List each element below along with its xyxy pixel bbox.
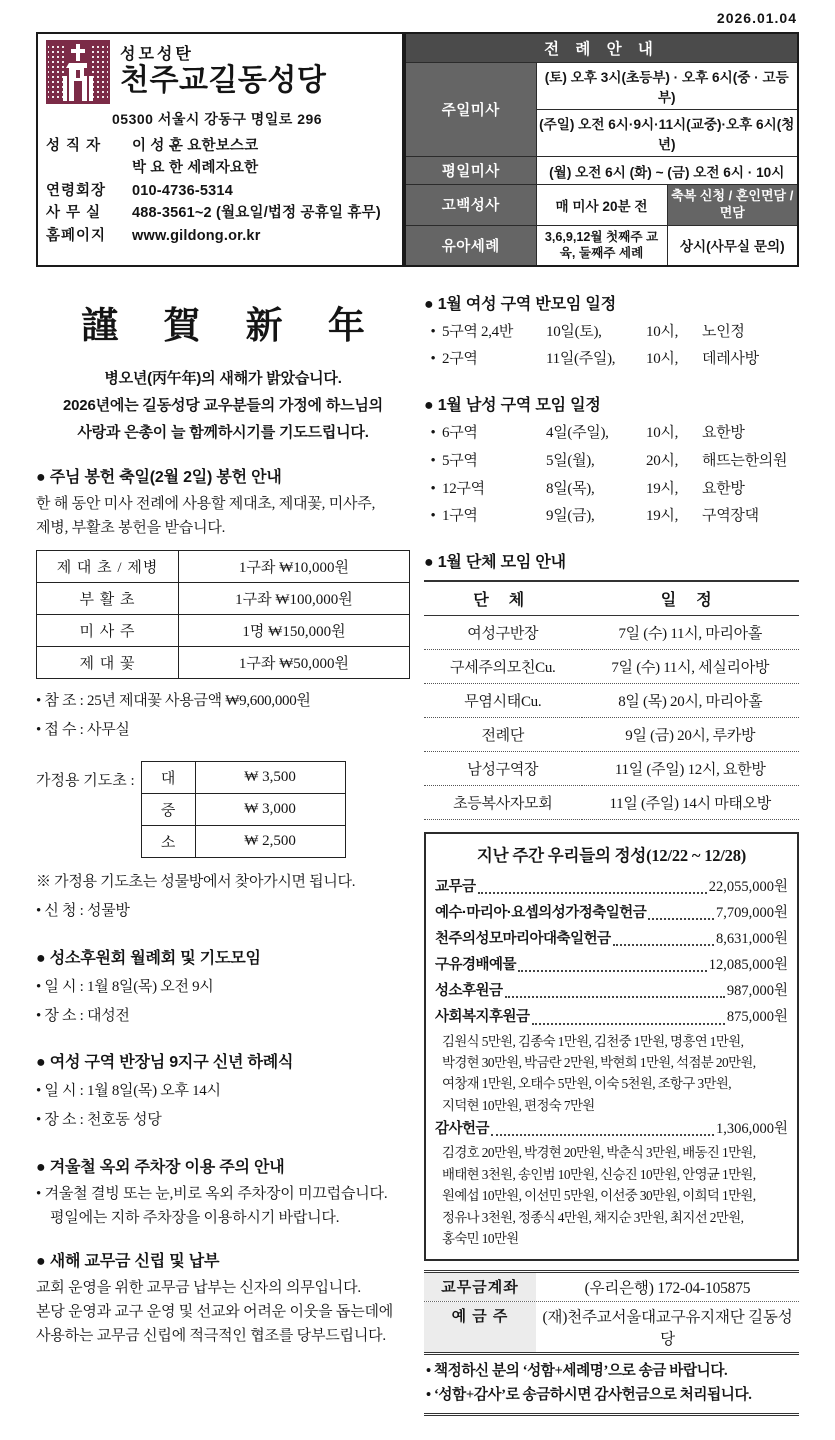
date: 10일(토), (546, 323, 602, 340)
date: 8일(목), (546, 480, 595, 497)
offer-price: 1구좌 ₩50,000원 (179, 646, 410, 678)
men-district-title: ● 1월 남성 구역 모임 일정 (424, 397, 601, 414)
dotted-leader (532, 1023, 725, 1025)
offering-amount: 8,631,000원 (715, 931, 788, 948)
list-item (424, 448, 799, 476)
infant-baptism-label: 유아세례 (405, 225, 536, 265)
thanks-donor-line: 배태현 3천원, 송인범 10만원, 신승진 10만원, 안영균 1만원, (442, 1166, 756, 1182)
column-header-schedule: 일 정 (582, 581, 800, 616)
candle-price: ₩ 3,000 (195, 794, 345, 826)
info-label (46, 157, 132, 179)
issue-date: 2026.01.04 (716, 10, 797, 26)
welfare-donor-line: 여창재 1만원, 오태수 5만원, 이숙 5천원, 조항구 3만원, (442, 1076, 731, 1092)
sunday-mass-sun: (주일) 오전 6시·9시·11시(교중)·오후 6시(청년) (536, 110, 798, 157)
greeting-line: 사랑과 은총이 늘 함께하시기를 기도드립니다. (77, 423, 369, 441)
group-schedule: 11일 (주일) 12시, 요한방 (582, 752, 800, 786)
district: • 2구역 (442, 351, 478, 368)
offering-note: • 접 수 : 사무실 (36, 721, 130, 738)
date: 11일(주일), (546, 351, 616, 368)
confession-extra: 축복 신청 / 혼인면담 / 면담 (667, 185, 798, 226)
church-dues-title: ● 새해 교무금 신립 및 납부 (36, 1252, 220, 1270)
welfare-donor-line: 박경현 30만원, 박금란 2만원, 박현희 1만원, 석점분 20만원, (442, 1055, 756, 1070)
offering-line (435, 900, 788, 926)
parish-title-block (120, 40, 326, 99)
section-line: • 일 시 : 1월 8일(목) 오전 9시 (36, 978, 214, 995)
info-row-priest2 (46, 157, 394, 179)
infant-baptism-value: 3,6,9,12월 첫째주 교육, 둘째주 세례 (536, 225, 667, 265)
weekly-offerings-title: 지난 주간 우리들의 정성(12/22 ~ 12/28) (476, 846, 747, 865)
table-row (37, 614, 410, 646)
time: 19시, (646, 508, 679, 525)
section-line: 평일에는 지하 주차장을 이용하시기 바랍니다. (50, 1209, 340, 1226)
section-line: • 겨울철 결빙 또는 눈,비로 옥외 주차장이 미끄럽습니다. (36, 1185, 388, 1202)
candle-size: 소 (141, 826, 195, 858)
dotted-leader (491, 1134, 714, 1136)
sunday-mass-label: 주일미사 (405, 63, 536, 157)
confession-label: 고백성사 (405, 185, 536, 226)
welfare-donor-line: 김원식 5만원, 김종숙 1만원, 김천중 1만원, 명흥연 1만원, (442, 1033, 744, 1049)
group-meetings-title: ● 1월 단체 모임 안내 (424, 554, 566, 571)
list-item (424, 420, 799, 448)
transfer-notes (424, 1355, 799, 1416)
info-row-priest (46, 135, 394, 157)
list-item (424, 319, 799, 347)
offering-section-title: ● 주님 봉헌 축일(2월 2일) 봉헌 안내 (36, 468, 282, 486)
offering-name: 감사헌금 (435, 1121, 490, 1138)
offering-amount: 7,709,000원 (715, 905, 788, 922)
time: 10시, (646, 323, 679, 340)
district: • 5구역 2,4반 (442, 323, 514, 340)
info-value: 이 성 훈 요한보스코 (132, 138, 259, 154)
table-row (37, 646, 410, 678)
parish-name: 천주교길동성당 (120, 64, 327, 97)
group-name: 전례단 (424, 718, 582, 752)
account-number: (우리은행) 172-04-105875 (584, 1279, 751, 1297)
list-item (424, 503, 799, 531)
vocation-meeting-title: ● 성소후원회 월례회 및 기도모임 (36, 949, 261, 967)
candle-price: ₩ 3,500 (195, 762, 345, 794)
place: 요한방 (702, 480, 745, 497)
section-line: • 일 시 : 1월 8일(목) 오후 14시 (36, 1083, 221, 1099)
parish-identity (46, 40, 394, 104)
candle-price: ₩ 2,500 (195, 826, 345, 858)
group-schedule: 11일 (주일) 14시 마태오방 (582, 786, 800, 820)
group-schedule: 7일 (수) 11시, 마리아홀 (582, 616, 800, 650)
offering-name: 예수·마리아·요셉의성가정축일헌금 (435, 905, 647, 922)
header (36, 32, 799, 267)
offering-name: 성소후원금 (435, 983, 503, 1000)
account-row (424, 1273, 799, 1302)
thanks-donor-line: 원예섭 10만원, 이선민 5만원, 이선중 30만원, 이희덕 1만원, (442, 1188, 756, 1204)
info-value: 010-4736-5314 (132, 182, 233, 199)
infant-baptism-extra: 상시(사무실 문의) (667, 225, 798, 265)
column-header-group: 단 체 (424, 581, 582, 616)
offering-amount: 987,000원 (726, 983, 788, 1000)
place: 요한방 (702, 425, 745, 441)
table-row (37, 582, 410, 614)
time: 10시, (646, 425, 679, 441)
left-column (36, 291, 410, 1416)
time: 20시, (646, 452, 679, 469)
time: 19시, (646, 480, 679, 497)
account-row (424, 1302, 799, 1355)
offer-price: 1구좌 ₩10,000원 (179, 550, 410, 582)
greeting-line: 2026년에는 길동성당 교우분들의 가정에 하느님의 (63, 396, 383, 414)
info-value: 488-3561~2 (월요일/법정 공휴일 휴무) (132, 205, 381, 222)
website-url: www.gildong.or.kr (132, 227, 261, 244)
church-logo-icon (46, 40, 110, 104)
offering-line (435, 952, 788, 978)
liturgy-title: 전 례 안 내 (405, 33, 798, 63)
home-candle-block (36, 761, 410, 858)
account-label: 교무금계좌 (424, 1273, 536, 1301)
table-row (37, 550, 410, 582)
group-name: 무염시태Cu. (424, 684, 582, 718)
offer-item: 제 대 꽃 (37, 646, 179, 678)
offering-name: 교무금 (435, 879, 476, 895)
candle-size: 대 (141, 762, 195, 794)
place: 해뜨는한의원 (702, 452, 788, 469)
bank-account-block (424, 1270, 799, 1355)
offering-line (435, 978, 788, 1004)
dotted-leader (648, 918, 714, 920)
confession-value: 매 미사 20분 전 (536, 185, 667, 226)
offering-line (435, 874, 788, 900)
info-row-chair-phone (46, 180, 394, 202)
greeting-line: 병오년(丙午年)의 새해가 밝았습니다. (104, 369, 342, 387)
thanks-donor-line: 정유나 3천원, 정종식 4만원, 채지순 3만원, 최지선 2만원, (442, 1209, 744, 1225)
parish-info-box (36, 32, 404, 267)
table-row (141, 826, 345, 858)
group-name: 남성구역장 (424, 752, 582, 786)
offering-body-line: 제병, 부활초 봉헌을 받습니다. (36, 519, 226, 536)
offering-amount: 875,000원 (726, 1009, 788, 1026)
group-schedule: 7일 (수) 11시, 세실리아방 (582, 650, 800, 684)
place: 구역장댁 (702, 508, 759, 525)
table-row (424, 786, 799, 820)
dotted-leader (505, 996, 725, 998)
group-name: 구세주의모친Cu. (424, 650, 582, 684)
district: • 6구역 (442, 425, 478, 441)
section-line: 교회 운영을 위한 교무금 납부는 신자의 의무입니다. (36, 1279, 361, 1296)
thanks-donor-line: 김경호 20만원, 박경현 20만원, 박춘식 3만원, 배동진 1만원, (442, 1145, 756, 1161)
dotted-leader (613, 944, 714, 946)
time: 10시, (646, 351, 679, 368)
date: 5일(월), (546, 452, 595, 469)
table-row (141, 762, 345, 794)
group-meetings-table (424, 580, 799, 820)
offering-amount: 12,085,000원 (708, 957, 788, 974)
offering-line (435, 926, 788, 952)
info-label: 홈페이지 (46, 227, 107, 244)
offer-price: 1명 ₩150,000원 (179, 614, 410, 646)
offer-item: 제 대 초 / 제병 (37, 550, 179, 582)
liturgy-schedule (404, 32, 799, 267)
candle-note: ※ 가정용 기도초는 성물방에서 찾아가시면 됩니다. (36, 874, 356, 890)
offering-amount: 1,306,000원 (715, 1121, 788, 1138)
group-schedule: 8일 (목) 20시, 마리아홀 (582, 684, 800, 718)
candle-size: 중 (141, 794, 195, 826)
date: 9일(금), (546, 508, 595, 525)
offering-name: 사회복지후원금 (435, 1009, 530, 1026)
offering-line (435, 1116, 788, 1142)
place: 데레사방 (702, 351, 759, 368)
parish-motto: 성모성탄 (120, 46, 194, 63)
table-row (424, 718, 799, 752)
candle-price-table (141, 761, 346, 858)
weekly-offerings-box (424, 832, 799, 1261)
offering-body-line: 한 해 동안 미사 전례에 사용할 제대초, 제대꽃, 미사주, (36, 495, 376, 512)
place: 노인정 (702, 323, 745, 340)
account-holder: (재)천주교서울대교구유지재단 길동성당 (542, 1308, 793, 1348)
group-name: 초등복사자모회 (424, 786, 582, 820)
offering-amount: 22,055,000원 (708, 879, 788, 895)
table-row (141, 794, 345, 826)
list-item (424, 346, 799, 374)
group-schedule: 9일 (금) 20시, 루카방 (582, 718, 800, 752)
district: • 1구역 (442, 508, 478, 525)
section-line: • 장 소 : 천호동 성당 (36, 1112, 162, 1129)
table-row (424, 616, 799, 650)
offering-name: 천주의성모마리아대축일헌금 (435, 931, 611, 948)
thanks-donor-line: 홍숙민 10만원 (442, 1231, 519, 1247)
group-name: 여성구반장 (424, 616, 582, 650)
offer-price: 1구좌 ₩100,000원 (179, 582, 410, 614)
dotted-leader (518, 970, 707, 972)
section-line: 본당 운영과 교구 운영 및 선교와 어려운 이웃을 돕는데에 (36, 1303, 394, 1320)
sunday-mass-sat: (토) 오후 3시(초등부) · 오후 6시(중 · 고등부) (536, 63, 798, 110)
table-row (424, 752, 799, 786)
welfare-donor-line: 지덕현 10만원, 편정숙 7만원 (442, 1097, 595, 1113)
district: • 12구역 (442, 480, 485, 497)
right-column (424, 291, 799, 1416)
district: • 5구역 (442, 452, 478, 469)
section-line: • 장 소 : 대성전 (36, 1007, 130, 1024)
info-value: 박 요 한 세례자요한 (132, 160, 259, 177)
offer-item: 미 사 주 (37, 614, 179, 646)
offering-price-table (36, 550, 410, 679)
table-row (424, 684, 799, 718)
section-line: 사용하는 교무금 신립에 적극적인 협조를 당부드립니다. (36, 1327, 386, 1344)
women-district-title: ● 1월 여성 구역 반모임 일정 (424, 295, 616, 313)
offering-name: 구유경배예물 (435, 957, 517, 974)
account-holder-label: 예 금 주 (424, 1302, 536, 1352)
offering-note: • 참 조 : 25년 제대꽃 사용금액 ₩9,600,000원 (36, 692, 311, 709)
offer-item: 부 활 초 (37, 582, 179, 614)
weekday-mass-label: 평일미사 (405, 157, 536, 185)
candle-label: 가정용 기도초 : (36, 773, 135, 789)
info-label: 성 직 자 (46, 138, 102, 154)
info-row-website (46, 225, 394, 247)
weekday-mass-value: (월) 오전 6시 (화) ~ (금) 오전 6시 · 10시 (536, 157, 798, 185)
new-year-greeting-title: 謹 賀 新 年 (81, 305, 383, 347)
candle-apply: • 신 청 : 성물방 (36, 903, 130, 920)
dotted-leader (478, 892, 707, 894)
info-row-office (46, 202, 394, 224)
table-header-row (424, 581, 799, 616)
date: 4일(주일), (546, 425, 609, 441)
winter-parking-title: ● 겨울철 옥외 주차장 이용 주의 안내 (36, 1158, 285, 1176)
transfer-note: • ‘성함+감사’로 송금하시면 감사헌금으로 처리됩니다. (426, 1386, 752, 1403)
transfer-note: • 책정하신 분의 ‘성함+세례명’으로 송금 바랍니다. (426, 1362, 728, 1379)
offering-line (435, 1004, 788, 1030)
parish-address: 05300 서울시 강동구 명일로 296 (112, 111, 323, 127)
info-label: 연령회장 (46, 182, 107, 199)
info-label: 사 무 실 (46, 205, 102, 222)
women-leaders-ceremony-title: ● 여성 구역 반장님 9지구 신년 하례식 (36, 1054, 294, 1071)
table-row (424, 650, 799, 684)
list-item (424, 476, 799, 504)
